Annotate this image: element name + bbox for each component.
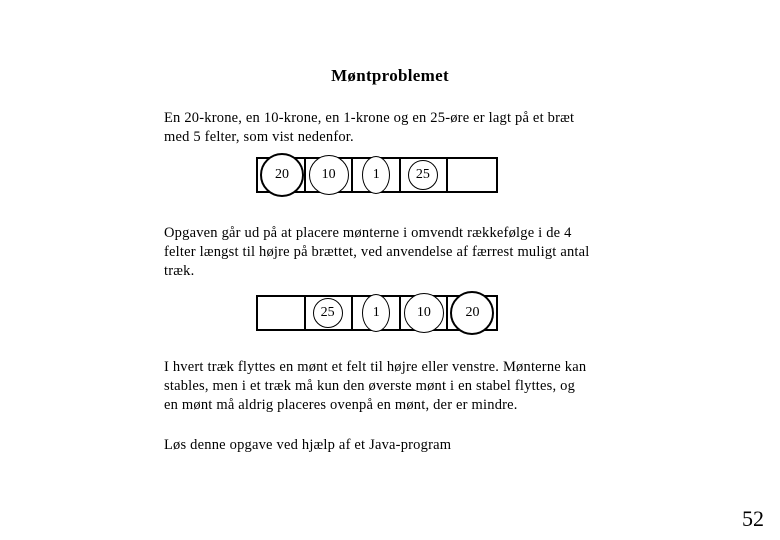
rules-line: I hvert træk flyttes en mønt et felt til højre eller venstre. Mønterne kan	[164, 359, 587, 375]
solve-paragraph	[164, 436, 634, 455]
coin-25: 25	[408, 160, 438, 190]
board-cell	[306, 159, 354, 191]
page-number: 52	[742, 506, 764, 531]
coin-10: 10	[309, 155, 349, 195]
task-line: Opgaven går ud på at placere mønterne i omvendt rækkefølge i de 4	[164, 225, 572, 241]
solve-line: Løs denne opgave ved hjælp af et Java-program	[164, 437, 452, 453]
board-cell	[401, 297, 449, 329]
rules-line: stables, men i et træk må kun den øverste mønt i en stabel flyttes, og	[164, 378, 576, 394]
intro-line: En 20-krone, en 10-krone, en 1-krone og en 25-øre er lagt på et bræt	[164, 110, 575, 126]
board-cell	[353, 297, 401, 329]
coin-1: 1	[362, 294, 390, 332]
intro-line: med 5 felter, som vist nedenfor.	[164, 129, 354, 145]
board-cell	[401, 159, 449, 191]
board-cell-empty	[258, 297, 306, 329]
coin-10: 10	[404, 293, 444, 333]
page-title: Møntproblemet	[331, 66, 449, 85]
board-cell	[306, 297, 354, 329]
board-cell	[258, 159, 306, 191]
rules-line: en mønt må aldrig placeres ovenpå en mønt, der er mindre.	[164, 397, 518, 413]
task-line: træk.	[164, 263, 195, 279]
intro-paragraph	[164, 109, 634, 147]
goal-board	[256, 295, 498, 331]
board-cell	[353, 159, 401, 191]
task-paragraph	[164, 224, 634, 281]
coin-25: 25	[313, 298, 343, 328]
rules-paragraph	[164, 358, 634, 415]
coin-20: 20	[450, 291, 494, 335]
board-cell	[448, 297, 496, 329]
coin-1: 1	[362, 156, 390, 194]
task-line: felter længst til højre på brættet, ved anvendelse af færrest muligt antal	[164, 244, 590, 260]
coin-20: 20	[260, 153, 304, 197]
start-board	[256, 157, 498, 193]
board-cell-empty	[448, 159, 496, 191]
